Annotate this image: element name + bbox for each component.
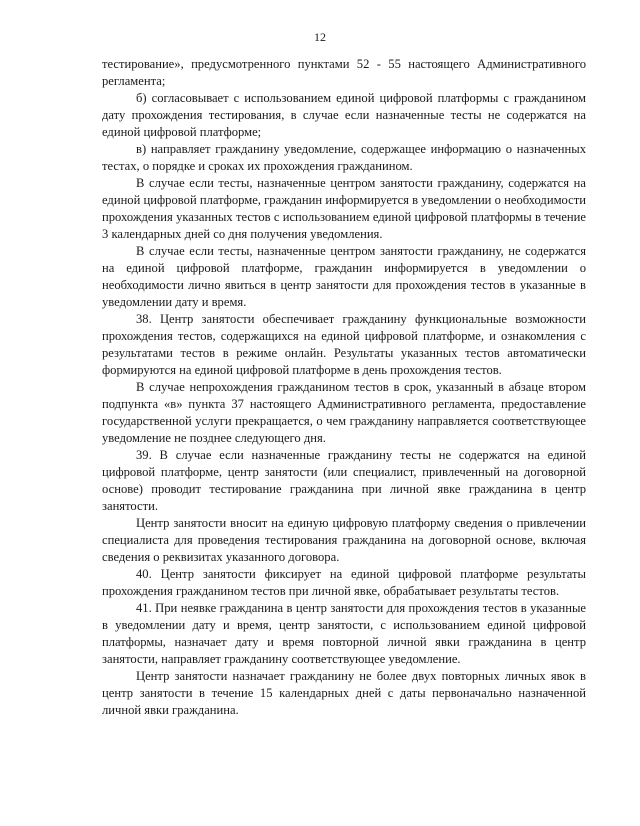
paragraph: В случае если тесты, назначенные центром занятости гражданину, содержатся на единой цифровой платформе, гражданин информируется в уведомлении о необходимости прохождения указанных тестов с использованием единой цифровой платформы в течение 3 календарных дней со дня получения уведомления. [102,176,586,241]
paragraph: 40. Центр занятости фиксирует на единой цифровой платформе результаты прохождения гражданином тестов при личной явке, обрабатывает результаты тестов. [102,567,586,598]
paragraph: 41. При неявке гражданина в центр занятости для прохождения тестов в указанные в уведомлении дату и время, центр занятости, с использованием единой цифровой платформы, назначает дату и время повторной личной явки гражданина в центр занятости, направляет гражданину соответствующее уведомление. [102,601,586,666]
paragraph: Центр занятости вносит на единую цифровую платформу сведения о привлечении специалиста для проведения тестирования гражданина на договорной основе, включая сведения о реквизитах указанного договора. [102,516,586,564]
paragraph: в) направляет гражданину уведомление, содержащее информацию о назначенных тестах, о порядке и сроках их прохождения гражданином. [102,142,586,173]
paragraph: В случае непрохождения гражданином тестов в срок, указанный в абзаце втором подпункта «в» пункта 37 настоящего Административного регламента, предоставление государственной услуги прекращается, о чем гражданину направляется соответствующее уведомление не позднее следующего дня. [102,380,586,445]
paragraph: б) согласовывает с использованием единой цифровой платформы с гражданином дату прохождения тестирования, в случае если назначенные тесты не содержатся на единой цифровой платформе; [102,91,586,139]
paragraph: Центр занятости назначает гражданину не более двух повторных личных явок в центр занятости в течение 15 календарных дней с даты первоначально назначенной личной явки гражданина. [102,669,586,717]
paragraph: 39. В случае если назначенные гражданину тесты не содержатся на единой цифровой платформе, центр занятости (или специалист, привлеченный на договорной основе) проводит тестирование гражданина при личной явке гражданина в центр занятости. [102,448,586,513]
paragraph: В случае если тесты, назначенные центром занятости гражданину, не содержатся на единой цифровой платформе, гражданин информируется в уведомлении о необходимости лично явиться в центр занятости для прохождения тестов в указанные в уведомлении дату и время. [102,244,586,309]
paragraph: 38. Центр занятости обеспечивает гражданину функциональные возможности прохождения тестов, содержащихся на единой цифровой платформе, и ознакомления с результатами тестов в режиме онлайн. Результаты указанных тестов автоматически формируются на единой цифровой платформе в день прохождения тестов. [102,312,586,377]
page-number: 12 [314,30,326,44]
paragraph: тестирование», предусмотренного пунктами 52 - 55 настоящего Административного регламента; [102,57,586,88]
document-body [102,56,586,719]
